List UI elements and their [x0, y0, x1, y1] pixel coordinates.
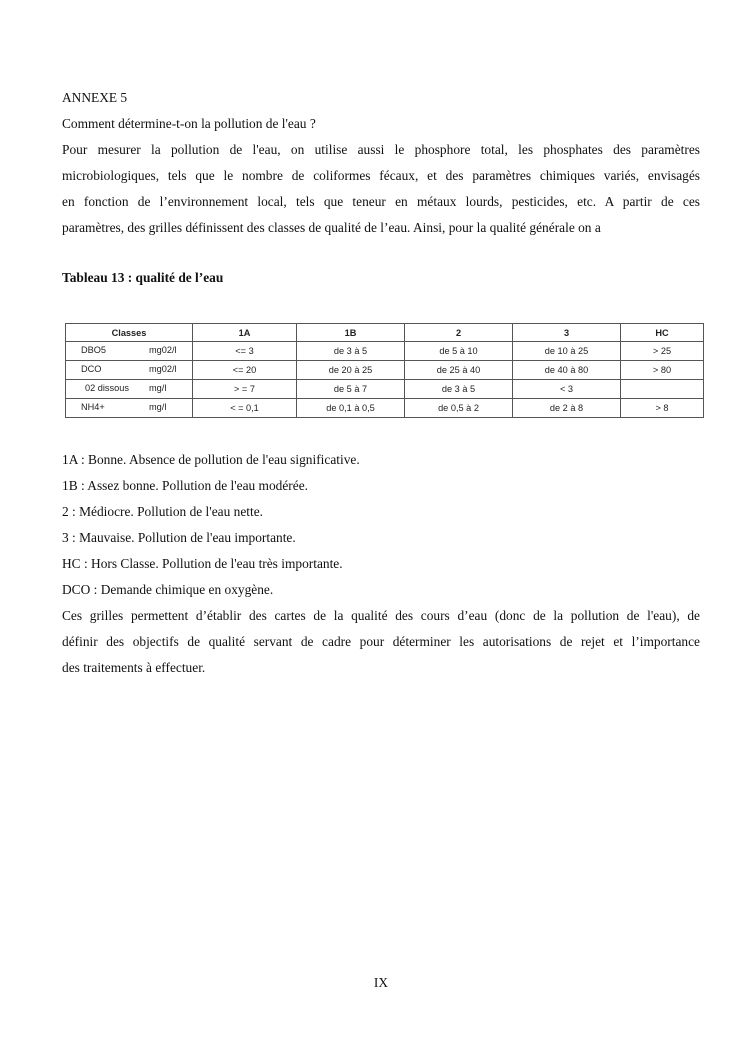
parameter-cell [66, 380, 193, 399]
parameter-name: 02 dissous [85, 383, 129, 393]
definition-hc: HC : Hors Classe. Pollution de l'eau très importante. [62, 556, 343, 571]
intro-line: Pour mesurer la pollution de l'eau, on utilise aussi le phosphore total, les phosphates des paramètres [62, 142, 700, 157]
value-3: de 2 à 8 [513, 399, 621, 418]
header-3: 3 [513, 324, 621, 342]
header-2: 2 [405, 324, 513, 342]
parameter-name: NH4+ [81, 402, 105, 412]
table-header-row [66, 324, 704, 342]
parameter-name: DCO [81, 364, 102, 374]
parameter-unit: mg02/l [149, 364, 177, 374]
value-3: de 40 à 80 [513, 361, 621, 380]
value-1a: > = 7 [193, 380, 297, 399]
page-number: IX [373, 975, 389, 990]
header-1b: 1B [297, 324, 405, 342]
value-hc [621, 380, 704, 399]
value-1a: <= 3 [193, 342, 297, 361]
value-1a: <= 20 [193, 361, 297, 380]
table-title: Tableau 13 : qualité de l’eau [62, 270, 224, 285]
definition-1a: 1A : Bonne. Absence de pollution de l'eau significative. [62, 452, 360, 467]
value-hc: > 25 [621, 342, 704, 361]
conclusion-line: définir des objectifs de qualité servant de cadre pour déterminer les autorisations de rejet et l’importance [62, 634, 700, 649]
value-1b: de 3 à 5 [297, 342, 405, 361]
parameter-unit: mg/l [149, 383, 167, 393]
value-3: de 10 à 25 [513, 342, 621, 361]
water-quality-table-wrapper [65, 323, 703, 418]
header-classes: Classes [66, 324, 193, 342]
value-1b: de 20 à 25 [297, 361, 405, 380]
value-1a: < = 0,1 [193, 399, 297, 418]
value-2: de 5 à 10 [405, 342, 513, 361]
definition-2: 2 : Médiocre. Pollution de l'eau nette. [62, 504, 263, 519]
intro-line: en fonction de l’environnement local, tels que teneur en métaux lourds, pesticides, etc. A partir de ces [62, 194, 700, 209]
definition-3: 3 : Mauvaise. Pollution de l'eau importante. [62, 530, 296, 545]
intro-line: paramètres, des grilles définissent des classes de qualité de l’eau. Ainsi, pour la qualité générale on a [62, 220, 601, 235]
value-1b: de 5 à 7 [297, 380, 405, 399]
intro-line: microbiologiques, tels que le nombre de coliformes fécaux, et des paramètres chimiques variés, envisagés [62, 168, 700, 183]
parameter-unit: mg02/l [149, 345, 177, 355]
conclusion-line: des traitements à effectuer. [62, 660, 206, 675]
parameter-unit: mg/l [149, 402, 167, 412]
table-row [66, 380, 704, 399]
parameter-cell [66, 399, 193, 418]
definition-dco: DCO : Demande chimique en oxygène. [62, 582, 274, 597]
table-row [66, 361, 704, 380]
parameter-name: DBO5 [81, 345, 107, 355]
annex-heading-block [62, 85, 700, 241]
header-1a: 1A [193, 324, 297, 342]
water-quality-table [65, 323, 704, 418]
parameter-cell [66, 342, 193, 361]
value-3: < 3 [513, 380, 621, 399]
value-1b: de 0,1 à 0,5 [297, 399, 405, 418]
value-2: de 3 à 5 [405, 380, 513, 399]
value-hc: > 8 [621, 399, 704, 418]
value-2: de 25 à 40 [405, 361, 513, 380]
conclusion-line: Ces grilles permettent d’établir des cartes de la qualité des cours d’eau (donc de la pollution de l'eau), de [62, 608, 700, 623]
value-2: de 0,5 à 2 [405, 399, 513, 418]
table-row [66, 399, 704, 418]
annex-label: ANNEXE 5 [62, 90, 128, 105]
value-hc: > 80 [621, 361, 704, 380]
header-hc: HC [621, 324, 704, 342]
definition-1b: 1B : Assez bonne. Pollution de l'eau modérée. [62, 478, 309, 493]
table-row [66, 342, 704, 361]
question-heading: Comment détermine-t-on la pollution de l'eau ? [62, 116, 316, 131]
parameter-cell [66, 361, 193, 380]
definitions-block [62, 447, 700, 681]
